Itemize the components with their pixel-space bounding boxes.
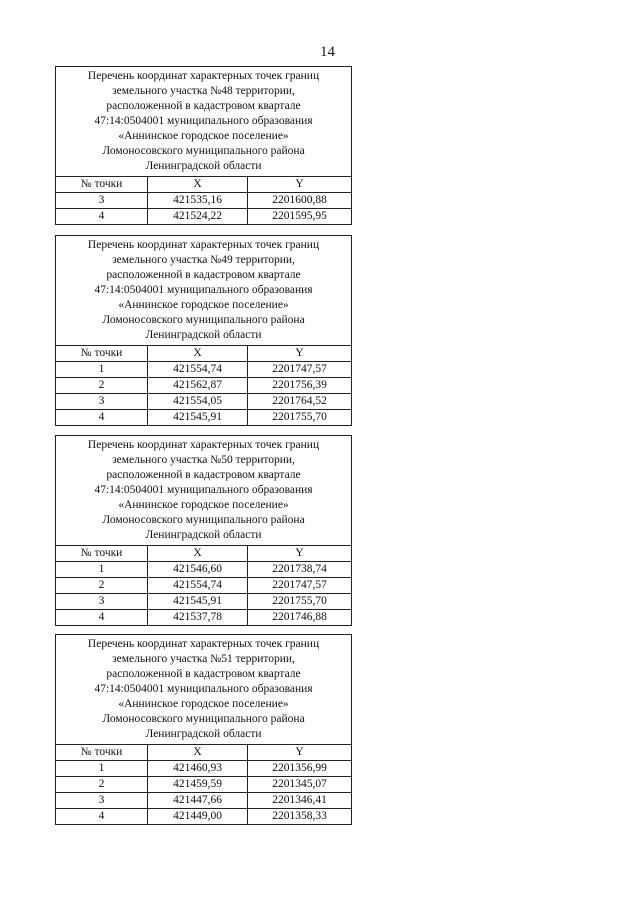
point-number: 3 bbox=[56, 394, 148, 410]
x-coordinate: 421537,78 bbox=[148, 610, 248, 626]
y-coordinate: 2201345,07 bbox=[248, 777, 352, 793]
y-coordinate: 2201358,33 bbox=[248, 809, 352, 825]
y-coordinate: 2201764,52 bbox=[248, 394, 352, 410]
caption-line: Перечень координат характерных точек границ bbox=[87, 70, 320, 82]
caption-line: расположенной в кадастровом квартале bbox=[106, 100, 301, 112]
table-header-row bbox=[56, 745, 352, 761]
column-header-y: Y bbox=[248, 177, 352, 193]
table-row bbox=[56, 193, 352, 209]
point-number: 1 bbox=[56, 362, 148, 378]
caption-line: земельного участка №49 территории, bbox=[112, 254, 295, 266]
column-header-x: X bbox=[148, 346, 248, 362]
column-header-point: № точки bbox=[56, 177, 148, 193]
table-header-row bbox=[56, 177, 352, 193]
caption-line: Перечень координат характерных точек границ bbox=[87, 439, 320, 451]
point-number: 3 bbox=[56, 594, 148, 610]
x-coordinate: 421554,74 bbox=[148, 578, 248, 594]
point-number: 1 bbox=[56, 761, 148, 777]
column-header-x: X bbox=[148, 745, 248, 761]
y-coordinate: 2201356,99 bbox=[248, 761, 352, 777]
x-coordinate: 421447,66 bbox=[148, 793, 248, 809]
caption-line: Ленинградской области bbox=[145, 160, 262, 172]
point-number: 1 bbox=[56, 562, 148, 578]
x-coordinate: 421449,00 bbox=[148, 809, 248, 825]
y-coordinate: 2201738,74 bbox=[248, 562, 352, 578]
point-number: 4 bbox=[56, 410, 148, 426]
caption-line: Ломоносовского муниципального района bbox=[102, 145, 305, 157]
y-coordinate: 2201600,88 bbox=[248, 193, 352, 209]
caption-line: Ломоносовского муниципального района bbox=[102, 514, 305, 526]
caption-line: Перечень координат характерных точек границ bbox=[87, 638, 320, 650]
point-number: 4 bbox=[56, 809, 148, 825]
x-coordinate: 421524,22 bbox=[148, 209, 248, 225]
coordinates-table-plot-48 bbox=[55, 66, 352, 225]
coordinates-table-plot-50 bbox=[55, 435, 352, 626]
point-number: 2 bbox=[56, 378, 148, 394]
table-caption bbox=[56, 67, 352, 177]
point-number: 2 bbox=[56, 777, 148, 793]
x-coordinate: 421562,87 bbox=[148, 378, 248, 394]
column-header-point: № точки bbox=[56, 546, 148, 562]
caption-line: земельного участка №51 территории, bbox=[112, 653, 295, 665]
table-header-row bbox=[56, 546, 352, 562]
caption-line: 47:14:0504001 муниципального образования bbox=[94, 484, 313, 496]
table-row bbox=[56, 777, 352, 793]
table-row bbox=[56, 761, 352, 777]
table-row bbox=[56, 793, 352, 809]
point-number: 4 bbox=[56, 209, 148, 225]
table-row bbox=[56, 610, 352, 626]
x-coordinate: 421459,59 bbox=[148, 777, 248, 793]
x-coordinate: 421554,05 bbox=[148, 394, 248, 410]
caption-line: земельного участка №50 территории, bbox=[112, 454, 295, 466]
y-coordinate: 2201747,57 bbox=[248, 362, 352, 378]
table-row bbox=[56, 578, 352, 594]
page-number: 14 bbox=[320, 44, 335, 60]
table-row bbox=[56, 410, 352, 426]
caption-line: Ленинградской области bbox=[145, 728, 262, 740]
table-caption bbox=[56, 436, 352, 546]
caption-line: «Аннинское городское поселение» bbox=[118, 299, 289, 311]
x-coordinate: 421535,16 bbox=[148, 193, 248, 209]
caption-line: 47:14:0504001 муниципального образования bbox=[94, 115, 313, 127]
x-coordinate: 421545,91 bbox=[148, 594, 248, 610]
y-coordinate: 2201346,41 bbox=[248, 793, 352, 809]
point-number: 3 bbox=[56, 793, 148, 809]
y-coordinate: 2201756,39 bbox=[248, 378, 352, 394]
column-header-y: Y bbox=[248, 745, 352, 761]
column-header-x: X bbox=[148, 546, 248, 562]
caption-line: «Аннинское городское поселение» bbox=[118, 499, 289, 511]
caption-line: Ленинградской области bbox=[145, 529, 262, 541]
column-header-point: № точки bbox=[56, 745, 148, 761]
y-coordinate: 2201746,88 bbox=[248, 610, 352, 626]
table-caption bbox=[56, 635, 352, 745]
point-number: 4 bbox=[56, 610, 148, 626]
x-coordinate: 421460,93 bbox=[148, 761, 248, 777]
column-header-point: № точки bbox=[56, 346, 148, 362]
caption-line: Перечень координат характерных точек границ bbox=[87, 239, 320, 251]
column-header-y: Y bbox=[248, 346, 352, 362]
caption-line: земельного участка №48 территории, bbox=[112, 85, 295, 97]
table-row bbox=[56, 362, 352, 378]
table-row bbox=[56, 594, 352, 610]
point-number: 3 bbox=[56, 193, 148, 209]
coordinates-table-plot-51 bbox=[55, 634, 352, 825]
table-row bbox=[56, 209, 352, 225]
column-header-y: Y bbox=[248, 546, 352, 562]
x-coordinate: 421554,74 bbox=[148, 362, 248, 378]
caption-line: 47:14:0504001 муниципального образования bbox=[94, 284, 313, 296]
y-coordinate: 2201747,57 bbox=[248, 578, 352, 594]
y-coordinate: 2201755,70 bbox=[248, 594, 352, 610]
y-coordinate: 2201595,95 bbox=[248, 209, 352, 225]
caption-line: 47:14:0504001 муниципального образования bbox=[94, 683, 313, 695]
table-row bbox=[56, 394, 352, 410]
caption-line: Ленинградской области bbox=[145, 329, 262, 341]
caption-line: Ломоносовского муниципального района bbox=[102, 314, 305, 326]
caption-line: расположенной в кадастровом квартале bbox=[106, 668, 301, 680]
caption-line: «Аннинское городское поселение» bbox=[118, 698, 289, 710]
x-coordinate: 421546,60 bbox=[148, 562, 248, 578]
caption-line: «Аннинское городское поселение» bbox=[118, 130, 289, 142]
caption-line: Ломоносовского муниципального района bbox=[102, 713, 305, 725]
table-row bbox=[56, 562, 352, 578]
caption-line: расположенной в кадастровом квартале bbox=[106, 269, 301, 281]
point-number: 2 bbox=[56, 578, 148, 594]
table-row bbox=[56, 378, 352, 394]
y-coordinate: 2201755,70 bbox=[248, 410, 352, 426]
table-header-row bbox=[56, 346, 352, 362]
column-header-x: X bbox=[148, 177, 248, 193]
table-caption bbox=[56, 236, 352, 346]
coordinates-table-plot-49 bbox=[55, 235, 352, 426]
caption-line: расположенной в кадастровом квартале bbox=[106, 469, 301, 481]
table-row bbox=[56, 809, 352, 825]
x-coordinate: 421545,91 bbox=[148, 410, 248, 426]
